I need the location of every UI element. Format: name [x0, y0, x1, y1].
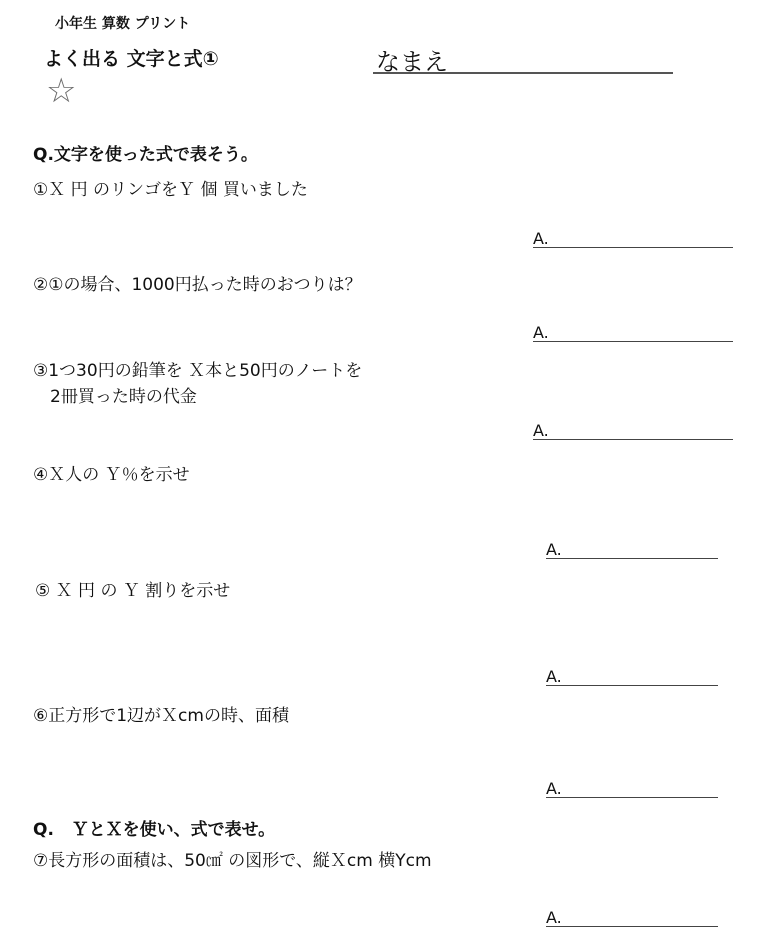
answer-label: A.: [533, 229, 549, 248]
worksheet-subtitle: 小年生 算数 プリント: [55, 16, 191, 32]
answer-field-6[interactable]: [546, 778, 718, 798]
answer-field-7[interactable]: [546, 907, 718, 927]
answer-line: [533, 247, 733, 248]
answer-label: A.: [546, 779, 562, 798]
answer-label: A.: [533, 421, 549, 440]
star-icon: ☆: [46, 71, 77, 111]
question-7-text: ⑦長方形の面積は、50㎠ の図形で、縦Ｘcm 横Ycm: [33, 851, 432, 871]
answer-label: A.: [533, 323, 549, 342]
answer-line: [546, 685, 718, 686]
answer-label: A.: [546, 667, 562, 686]
question-1-text: ①Ｘ 円 のリンゴをＹ 個 買いました: [33, 180, 308, 200]
answer-field-4[interactable]: [546, 539, 718, 559]
answer-field-5[interactable]: [546, 666, 718, 686]
answer-label: A.: [546, 908, 562, 927]
answer-line: [546, 797, 718, 798]
answer-line: [546, 558, 718, 559]
answer-field-3[interactable]: [533, 420, 733, 440]
question-5-text: ⑤ Ｘ 円 の Ｙ 割りを示せ: [35, 581, 231, 601]
worksheet-title: よく出る 文字と式①: [44, 48, 219, 70]
question-6-text: ⑥正方形で1辺がＸcmの時、面積: [33, 706, 289, 726]
answer-line: [546, 926, 718, 927]
answer-field-1[interactable]: [533, 228, 733, 248]
name-input-line[interactable]: [373, 72, 673, 74]
answer-label: A.: [546, 540, 562, 559]
name-label: なまえ: [376, 48, 448, 76]
question-3-text-line-2: 2冊買った時の代金: [50, 387, 197, 407]
answer-line: [533, 439, 733, 440]
answer-field-2[interactable]: [533, 322, 733, 342]
question-4-text: ④Ｘ人の Ｙ％を示せ: [33, 465, 190, 485]
question-3-text-line-1: ③1つ30円の鉛筆を Ｘ本と50円のノートを: [33, 361, 363, 381]
answer-line: [533, 341, 733, 342]
section-heading-y-and-x: Q. ＹとＸを使い、式で表せ。: [33, 820, 276, 840]
question-2-text: ②①の場合、1000円払った時のおつりは？: [33, 275, 362, 295]
section-heading-expressions: Q.文字を使った式で表そう。: [33, 145, 258, 165]
